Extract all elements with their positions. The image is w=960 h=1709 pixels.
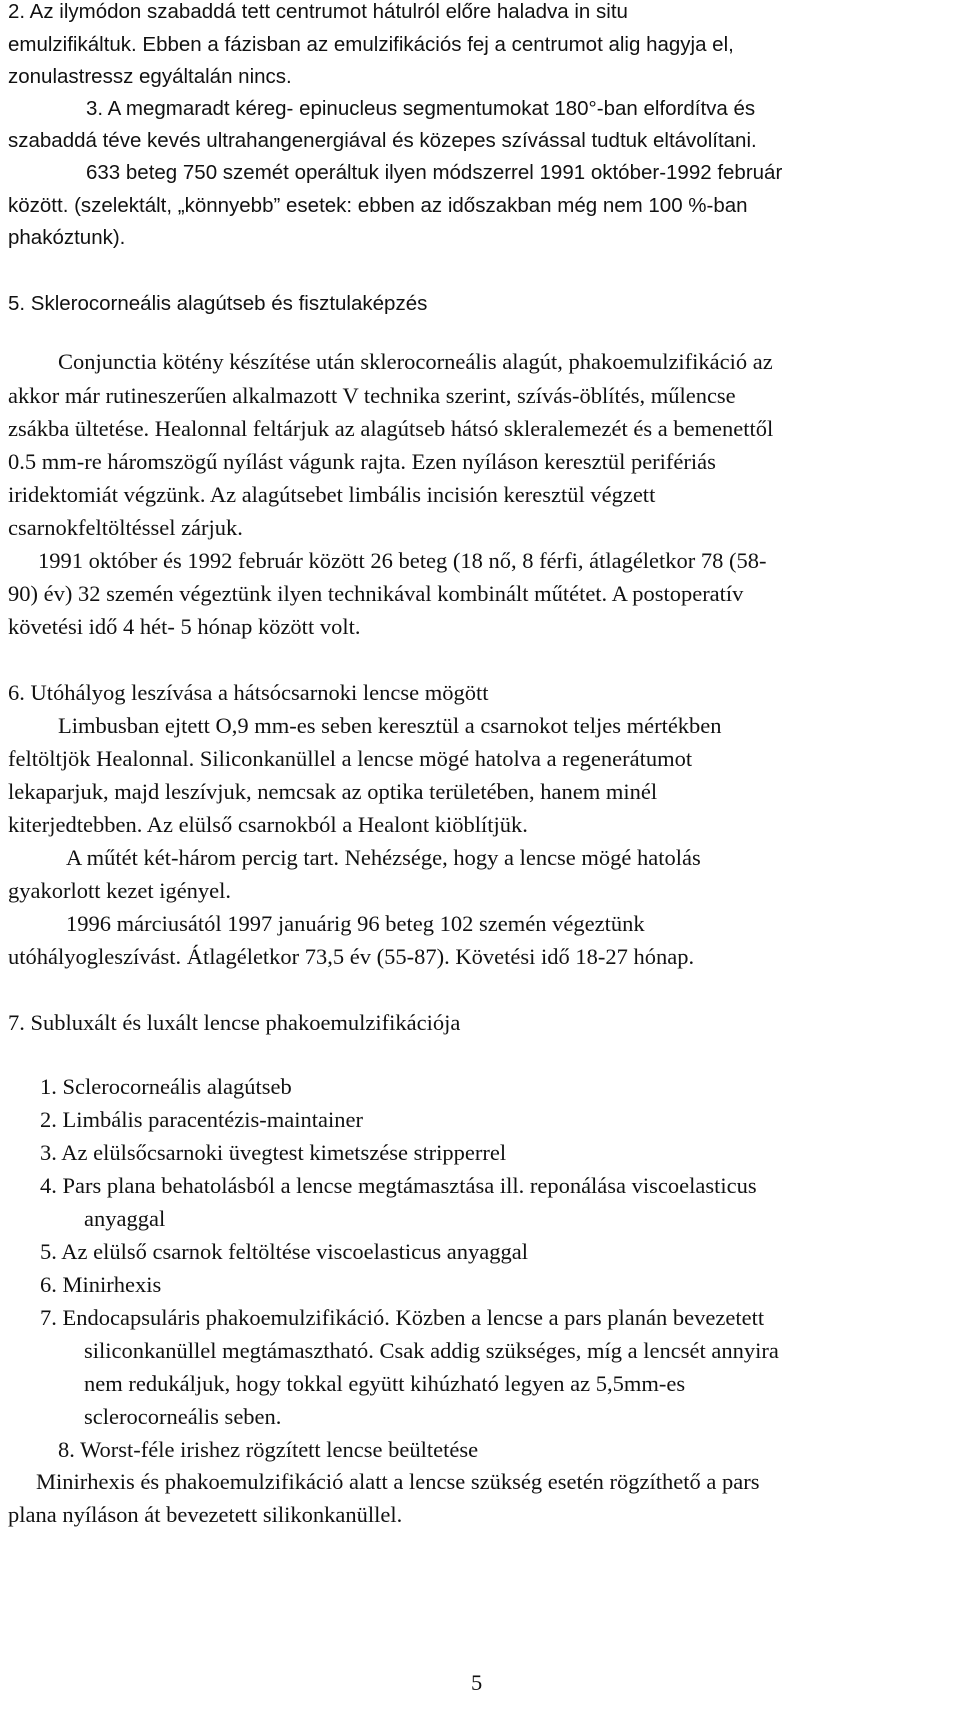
text-line: emulzifikáltuk. Ebben a fázisban az emulzifikációs fej a centrumot alig hagyja el, — [8, 33, 734, 56]
text-line: 3. Az elülsőcsarnoki üvegtest kimetszése stripperrel — [40, 1140, 507, 1165]
text-line: csarnokfeltöltéssel zárjuk. — [8, 515, 243, 540]
text-line: 5. Sklerocorneális alagútseb és fisztulaképzés — [8, 292, 428, 315]
text-line: utóhályogleszívást. Átlagéletkor 73,5 év (55-87). Követési idő 18-27 hónap. — [8, 944, 695, 969]
text-line: 1991 október és 1992 február között 26 beteg (18 nő, 8 férfi, átlagéletkor 78 (58- — [38, 548, 767, 573]
text-line: feltöltjök Healonnal. Siliconkanüllel a lencse mögé hatolva a regenerátumot — [8, 746, 693, 771]
text-line: A műtét két-három percig tart. Nehézsége, hogy a lencse mögé hatolás — [66, 845, 701, 870]
text-line: szabaddá téve kevés ultrahangenergiával és közepes szívással tudtuk eltávolítani. — [8, 129, 757, 152]
text-line: 8. Worst-féle irishez rögzített lencse beültetése — [58, 1437, 479, 1462]
text-line: 5. Az elülső csarnok feltöltése viscoelasticus anyaggal — [40, 1239, 528, 1264]
text-line: sclerocorneális seben. — [84, 1404, 282, 1429]
text-line: zonulastressz egyáltalán nincs. — [8, 65, 292, 88]
text-line: kiterjedtebben. Az elülső csarnokból a Healont kiöblítjük. — [8, 812, 528, 837]
text-line: között. (szelektált, „könnyebb” esetek: ebben az időszakban még nem 100 %-ban — [8, 194, 748, 217]
text-line: Limbusban ejtett O,9 mm-es seben keresztül a csarnokot teljes mértékben — [58, 713, 722, 738]
text-line: nem redukáljuk, hogy tokkal együtt kihúzható legyen az 5,5mm-es — [84, 1371, 686, 1396]
text-line: anyaggal — [84, 1206, 166, 1231]
text-line: gyakorlott kezet igényel. — [8, 878, 232, 903]
text-line: zsákba ültetése. Healonnal feltárjuk az alagútseb hátsó skleralemezét és a bemenettől — [8, 416, 774, 441]
text-line: akkor már rutineszerűen alkalmazott V technika szerint, szívás-öblítés, műlencse — [8, 383, 736, 408]
text-line: plana nyíláson át bevezetett silikonkanüllel. — [8, 1502, 403, 1527]
text-line: 90) év) 32 szemén végeztünk ilyen technikával kombinált műtétet. A postoperatív — [8, 581, 744, 606]
text-line: 3. A megmaradt kéreg- epinucleus segmentumokat 180°-ban elfordítva és — [86, 97, 756, 120]
text-line: siliconkanüllel megtámasztható. Csak addig szükséges, míg a lencsét annyira — [84, 1338, 779, 1363]
text-line: phakóztunk). — [8, 226, 126, 249]
text-line: 7. Endocapsuláris phakoemulzifikáció. Közben a lencse a pars planán bevezetett — [40, 1305, 765, 1330]
text-line: 1996 márciusától 1997 januárig 96 beteg 102 szemén végeztünk — [66, 911, 645, 936]
text-line: Minirhexis és phakoemulzifikáció alatt a lencse szükség esetén rögzíthető a pars — [36, 1469, 760, 1494]
text-line: 1. Sclerocorneális alagútseb — [40, 1074, 292, 1099]
text-line: 633 beteg 750 szemét operáltuk ilyen módszerrel 1991 október-1992 február — [86, 161, 783, 184]
text-line: 0.5 mm-re háromszögű nyílást vágunk rajta. Ezen nyíláson keresztül perifériás — [8, 449, 716, 474]
text-line: lekaparjuk, majd leszívjuk, nemcsak az optika területében, hanem minél — [8, 779, 658, 804]
text-line: 6. Minirhexis — [40, 1272, 162, 1297]
text-line: Conjunctia kötény készítése után sklerocorneális alagút, phakoemulzifikáció az — [58, 349, 773, 374]
text-line: 6. Utóhályog leszívása a hátsócsarnoki lencse mögött — [8, 680, 489, 705]
text-line: iridektomiát végzünk. Az alagútsebet limbális incisión keresztül végzett — [8, 482, 656, 507]
text-line: 2. Limbális paracentézis-maintainer — [40, 1107, 363, 1132]
text-line: 4. Pars plana behatolásból a lencse megtámasztása ill. reponálása viscoelasticus — [40, 1173, 757, 1198]
page-number: 5 — [471, 1670, 483, 1695]
text-line: 2. Az ilymódon szabaddá tett centrumot hátulról előre haladva in situ — [8, 0, 628, 23]
text-line: követési idő 4 hét- 5 hónap között volt. — [8, 614, 361, 639]
text-line: 7. Subluxált és luxált lencse phakoemulzifikációja — [8, 1010, 461, 1035]
